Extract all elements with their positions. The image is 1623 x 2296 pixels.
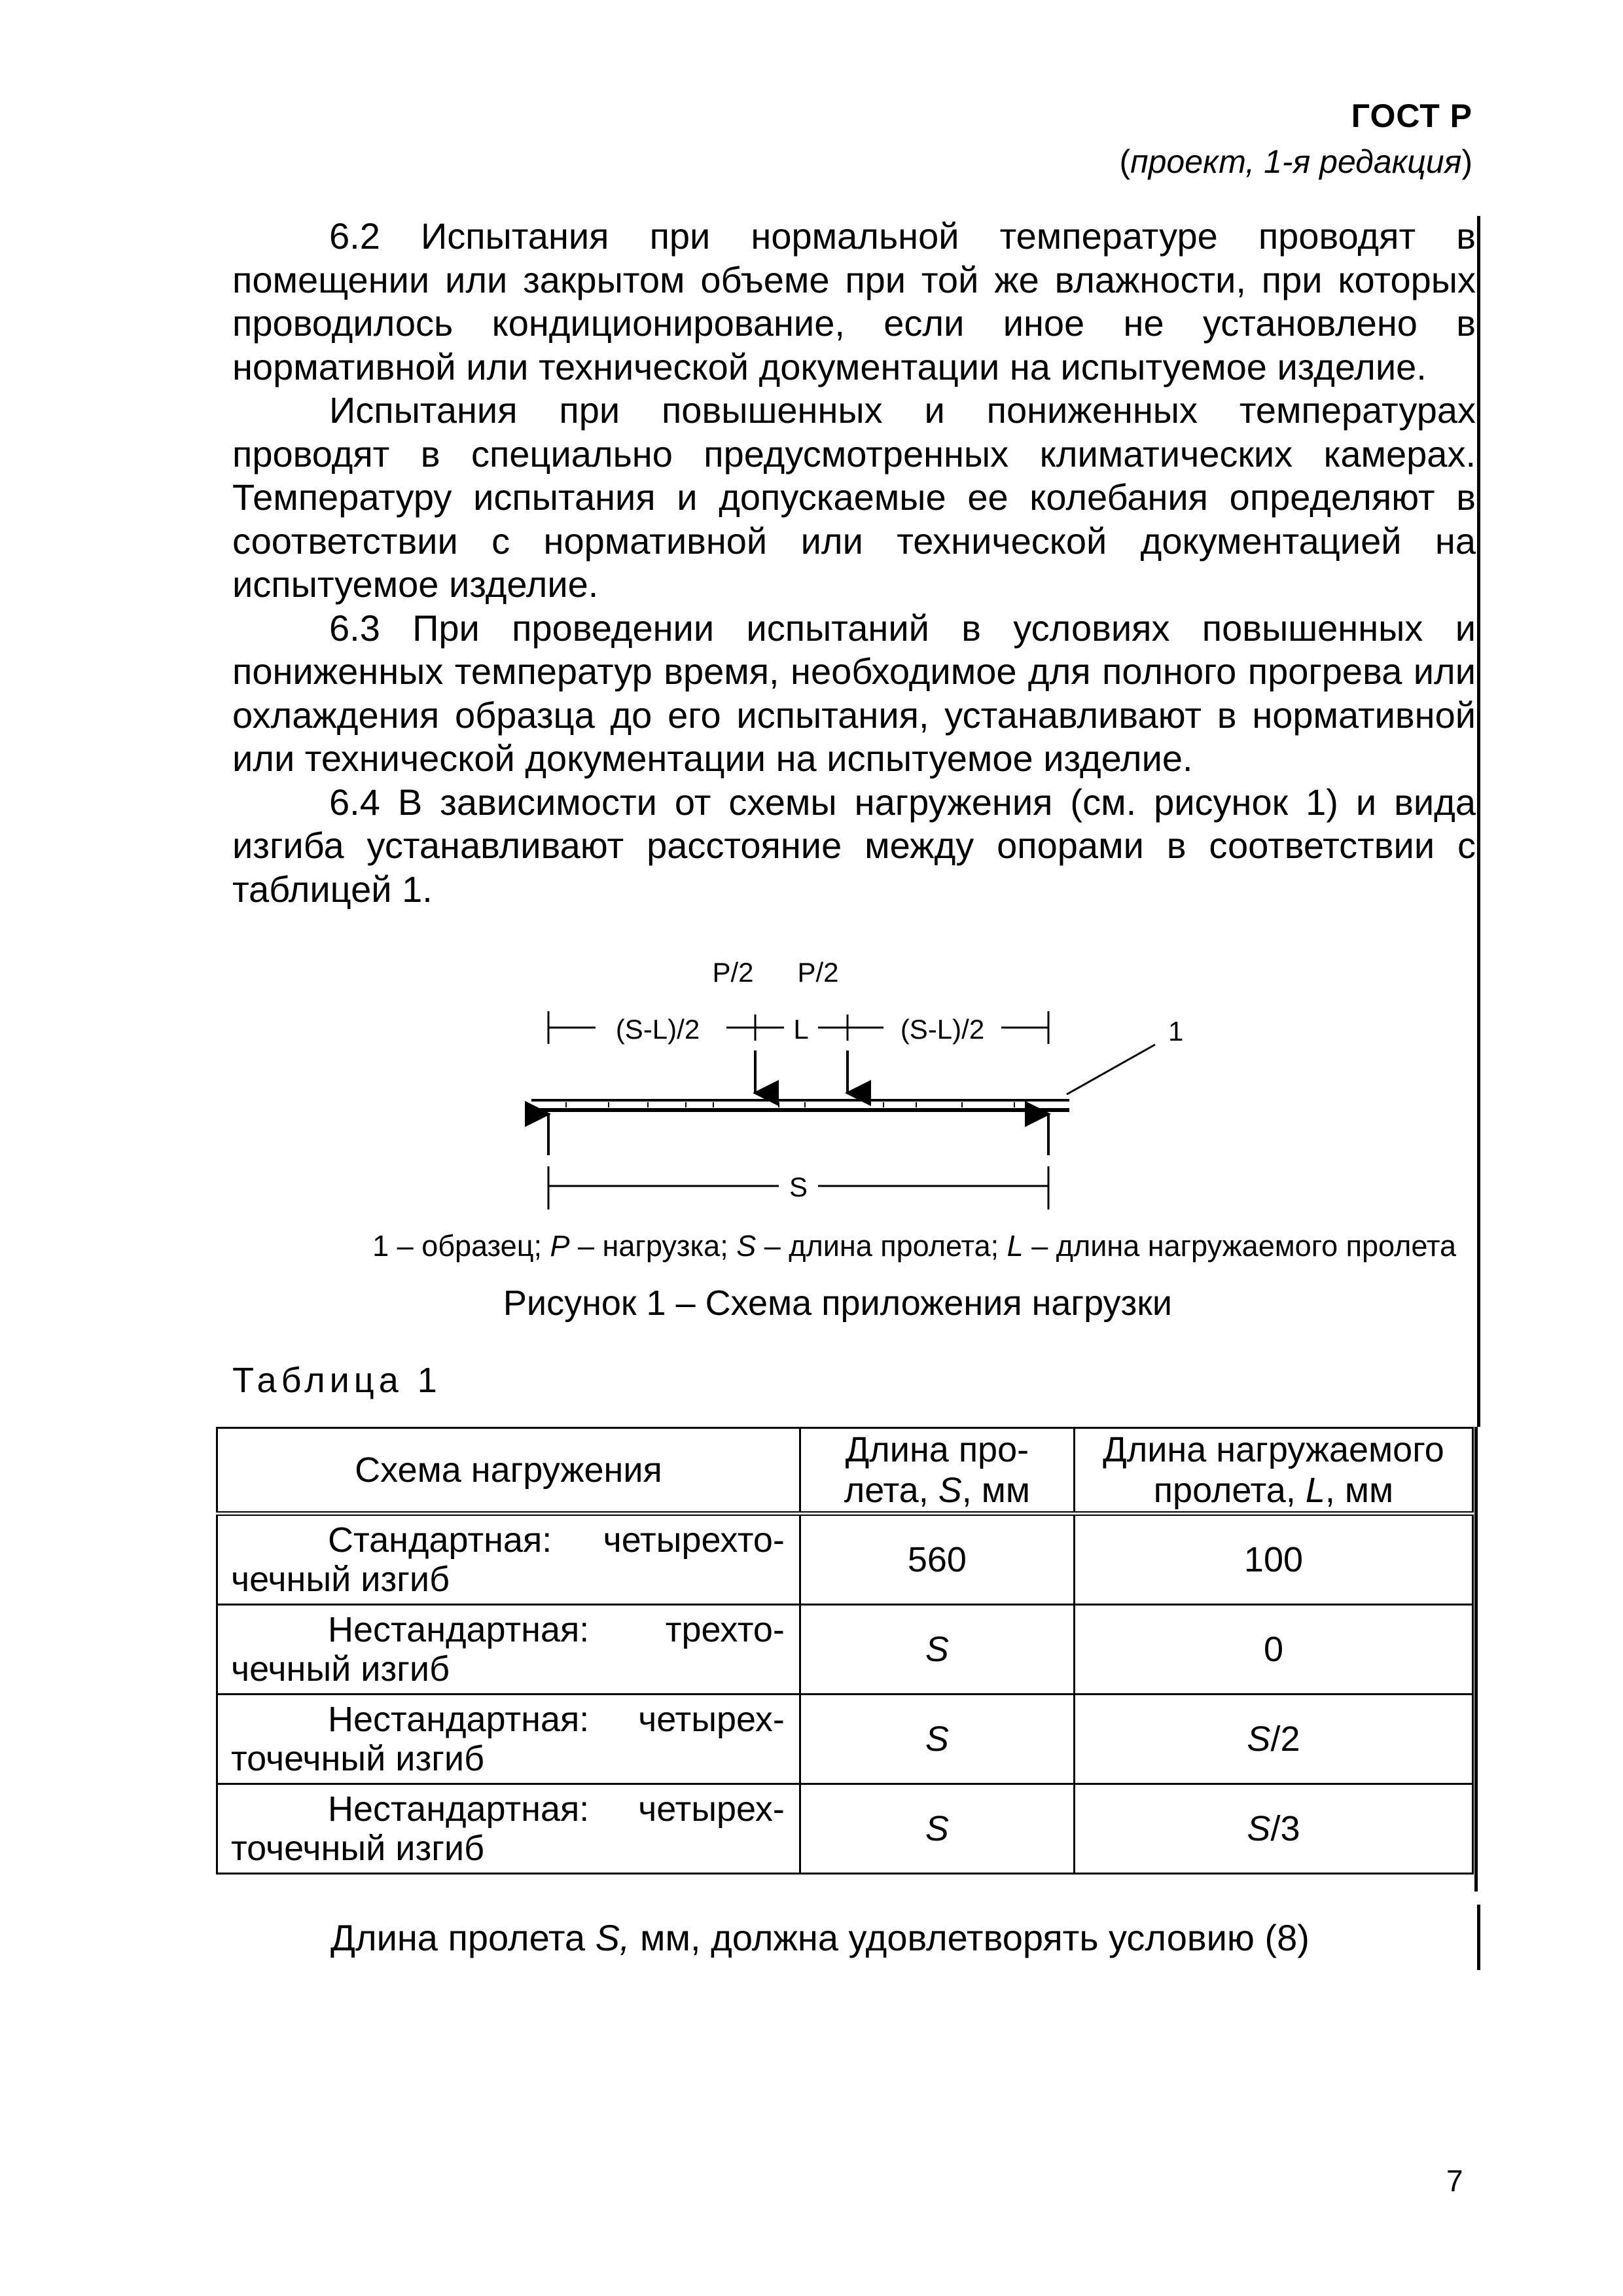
load-label-left: P/2 — [712, 957, 754, 988]
cell-span: S — [800, 1605, 1074, 1695]
table-row — [217, 1695, 1473, 1784]
cell-span: S — [800, 1695, 1074, 1784]
span-length-table — [216, 1427, 1474, 1874]
figure-caption: Рисунок 1 – Схема приложения нагрузки — [503, 1283, 1173, 1323]
cell-scheme: Стандартная: четырехто- чечный изгиб — [217, 1514, 800, 1605]
paragraph-6-3: 6.3 При проведении испытаний в условиях повышенных и пониженных температур время, необходимое для полного прогрева или охлаждения образца до его испытания, устанавливают в нормативной или технической документации на испытуемое изделие. — [232, 607, 1476, 779]
table-header-row — [217, 1428, 1473, 1514]
cell-span: 560 — [800, 1514, 1074, 1605]
table-row — [217, 1514, 1473, 1605]
cell-loaded-span: S/2 — [1074, 1695, 1472, 1784]
closing-paragraph: Длина пролета S, мм, должна удовлетворять условию (8) — [330, 1917, 1310, 1958]
specimen-texture — [566, 1102, 1014, 1107]
cell-scheme: Нестандартная: четырех- точечный изгиб — [217, 1695, 800, 1784]
dim-middle-label: L — [793, 1014, 809, 1045]
cell-scheme: Нестандартная: четырех- точечный изгиб — [217, 1784, 800, 1874]
header-span: Длина про- лета, S, мм — [800, 1428, 1074, 1514]
table-label: Таблица 1 — [232, 1361, 442, 1400]
dim-left-label: (S-L)/2 — [615, 1014, 700, 1045]
load-label-right: P/2 — [797, 957, 839, 988]
dim-span-label: S — [789, 1172, 808, 1202]
figure-legend: 1 – образец; P – нагрузка; S – длина пролета; L – длина нагружаемого пролета — [372, 1229, 1456, 1263]
cell-scheme: Нестандартная: трехто- чечный изгиб — [217, 1605, 800, 1695]
change-bar — [1474, 1427, 1478, 1892]
paragraph-6-4: 6.4 В зависимости от схемы нагружения (см. рисунок 1) и вида изгиба устанавливают расстояние между опорами в соответствии с таблицей 1. — [232, 781, 1476, 910]
callout-leader — [1067, 1045, 1155, 1094]
paragraph-temperatures: Испытания при повышенных и пониженных температурах проводят в специально предусмотренных климатических камерах. Температуру испытания и допускаемые ее колебания определяют в соответствии с нормативной или технической документацией на испытуемое изделие. — [232, 389, 1476, 605]
dim-right-label: (S-L)/2 — [900, 1014, 985, 1045]
cell-loaded-span: 0 — [1074, 1605, 1472, 1695]
table-row — [217, 1605, 1473, 1695]
body-text — [232, 215, 1476, 911]
callout-number: 1 — [1168, 1016, 1184, 1047]
change-bar — [1477, 1905, 1480, 1970]
document-subtitle: (проект, 1-я редакция) — [1119, 143, 1472, 180]
loading-scheme-figure — [517, 949, 1237, 1224]
table-row — [217, 1784, 1473, 1874]
document-title: ГОСТ Р — [1351, 98, 1472, 134]
cell-span: S — [800, 1784, 1074, 1874]
paragraph-6-2: 6.2 Испытания при нормальной температуре проводят в помещении или закрытом объеме при той же влажности, при которых проводилось кондиционирование, если иное не установлено в нормативной или технической документации на испытуемое изделие. — [232, 215, 1476, 387]
cell-loaded-span: S/3 — [1074, 1784, 1472, 1874]
header-scheme: Схема нагружения — [217, 1428, 800, 1514]
cell-loaded-span: 100 — [1074, 1514, 1472, 1605]
change-bar — [1477, 216, 1480, 1427]
header-loaded-span: Длина нагружаемого пролета, L, мм — [1074, 1428, 1472, 1514]
page-number: 7 — [1446, 2164, 1463, 2198]
